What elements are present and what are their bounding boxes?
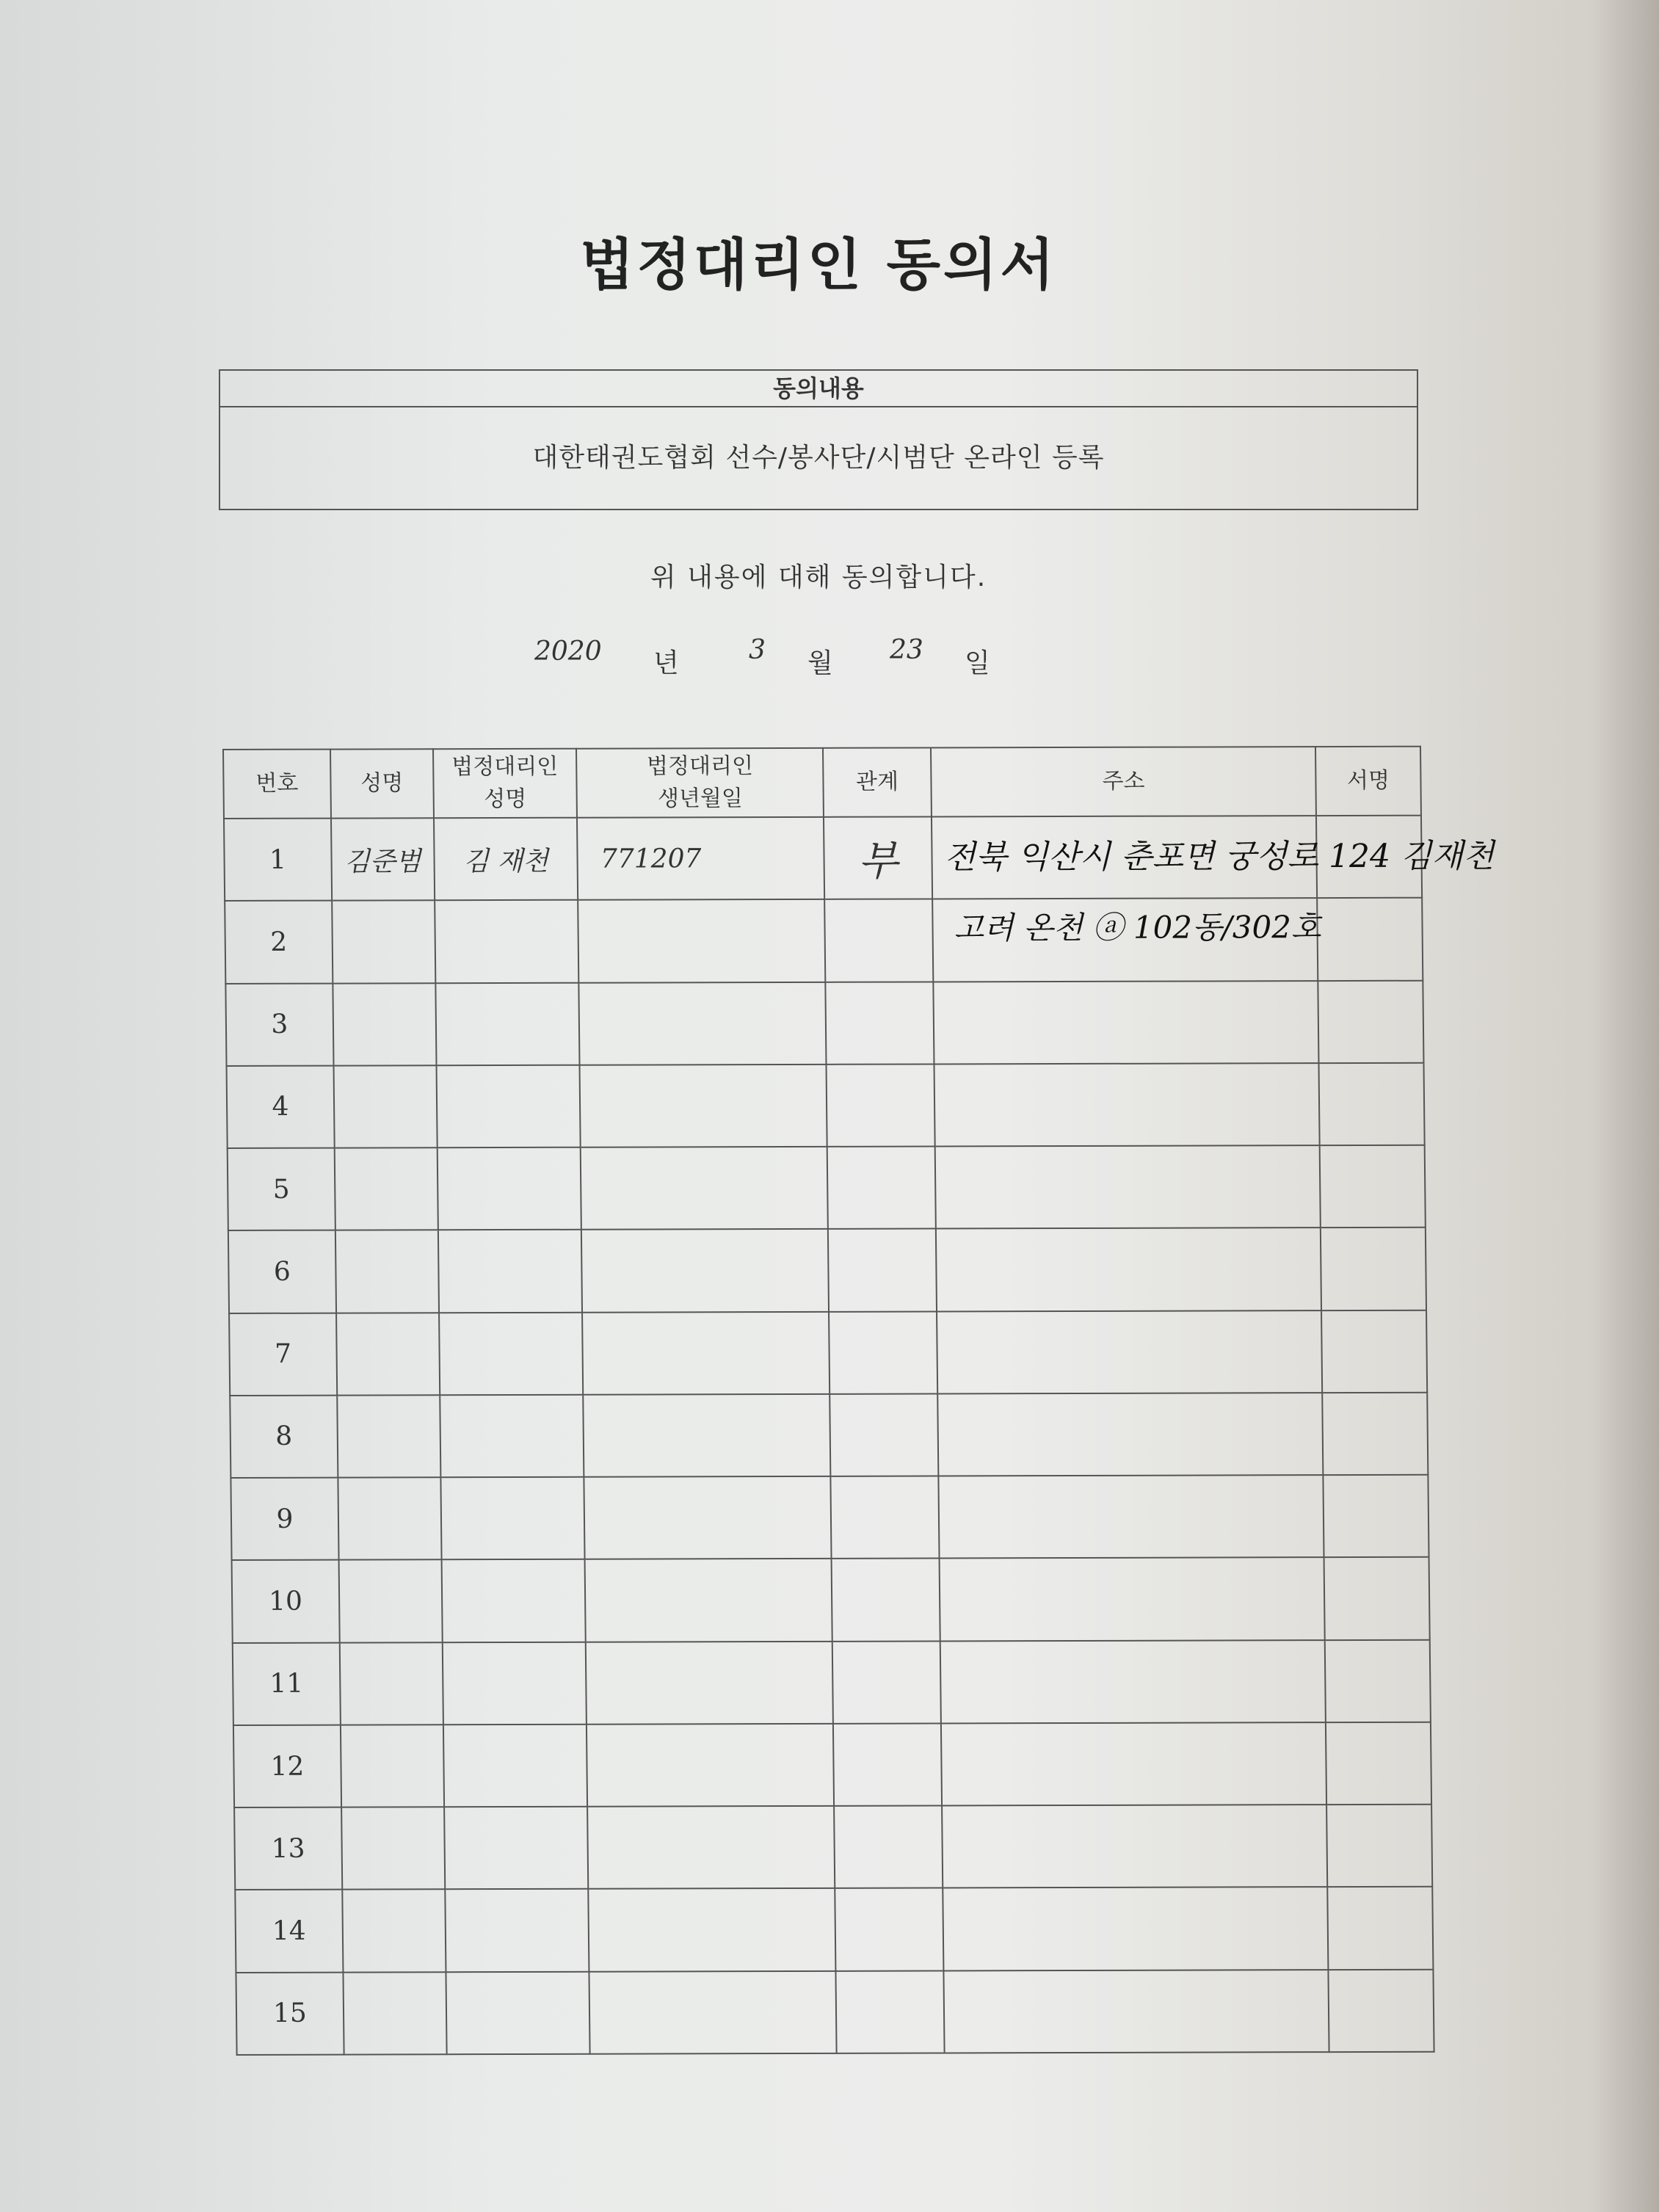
paper-shadow: [1593, 0, 1659, 2212]
date-row: [0, 635, 1637, 694]
table-row: [228, 1145, 1426, 1231]
date-day-value: 23: [890, 635, 923, 665]
agree-statement: 위 내용에 대해 동의합니다.: [650, 562, 987, 592]
table-row: [236, 1969, 1434, 2055]
table-row: [230, 1475, 1429, 1561]
header-address: 주소: [931, 747, 1316, 816]
row-number: 7: [229, 1313, 337, 1396]
table-row: [233, 1722, 1431, 1808]
table-row: [234, 1805, 1432, 1890]
table-row: [225, 980, 1423, 1066]
row-number: 1: [224, 819, 332, 902]
table-row: [230, 1393, 1428, 1479]
date-day-label: 일: [965, 648, 990, 678]
row-number: 3: [225, 983, 333, 1066]
consent-body: 대한태권도협회 선수/봉사단/시범단 온라인 등록: [532, 443, 1105, 473]
row-guardian-name: 김 재천: [434, 818, 578, 901]
row-address: [932, 816, 1495, 946]
row-number: 2: [225, 901, 333, 984]
row-guardian-birth: 771207: [577, 817, 824, 900]
date-month-label: 월: [807, 648, 833, 678]
row-number: 10: [232, 1560, 340, 1643]
header-name: 성명: [330, 749, 434, 818]
row-number: 9: [230, 1478, 338, 1561]
row-address-line1: 전북 익산시 춘포면 궁성로 124 김재천: [944, 837, 1495, 877]
table-row: [233, 1639, 1431, 1725]
row-number: 14: [235, 1890, 343, 1973]
consent-box: [219, 369, 1418, 510]
table-row: [227, 1063, 1425, 1149]
row-relation: 부: [824, 816, 932, 899]
table-row: [224, 816, 1422, 902]
row-number: 15: [236, 1972, 344, 2055]
header-guardian-birth: 법정대리인 생년월일: [576, 748, 824, 818]
row-number: 4: [227, 1065, 335, 1148]
registration-table: [222, 746, 1495, 2056]
date-year-label: 년: [653, 648, 679, 678]
table-header-row: [223, 747, 1421, 819]
row-number: 11: [233, 1642, 341, 1725]
row-number: 12: [233, 1725, 341, 1808]
row-number: 8: [230, 1395, 338, 1478]
row-number: 5: [228, 1148, 335, 1231]
header-signature: 서명: [1315, 747, 1421, 816]
date-year-value: 2020: [534, 637, 602, 667]
table-row: [228, 1228, 1426, 1313]
table-row: [235, 1887, 1433, 1973]
consent-header: 동의내용: [220, 371, 1417, 407]
page-title: 법정대리인 동의서: [580, 232, 1057, 297]
row-name: 김준범: [331, 818, 435, 901]
row-number: 6: [228, 1230, 336, 1313]
row-number: 13: [234, 1807, 342, 1890]
row-address-line2: 고려 온천 ⓐ 102동/302호: [954, 909, 1321, 946]
table-row: [229, 1310, 1427, 1396]
header-guardian-name: 법정대리인 성명: [433, 749, 578, 819]
header-relation: 관계: [823, 747, 932, 816]
date-month-value: 3: [749, 635, 766, 665]
table-row: [232, 1557, 1430, 1643]
table-body: [224, 816, 1495, 2055]
header-number: 번호: [223, 750, 331, 819]
